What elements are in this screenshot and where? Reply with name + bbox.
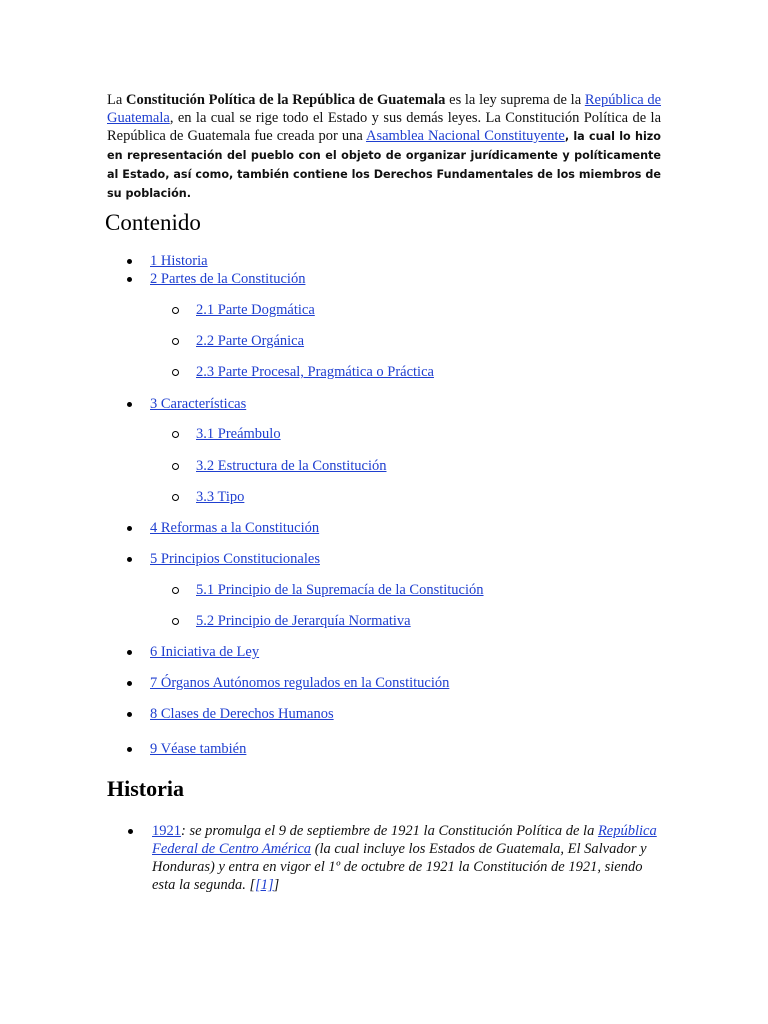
bullet-icon — [127, 402, 132, 407]
bullet-icon — [127, 277, 132, 282]
circle-bullet-icon — [172, 338, 179, 345]
intro-text: , en la cual se rige todo el Estado y sus demás leyes. La Constitución Política de la República de Guatemala fue creada por una — [107, 110, 661, 144]
circle-bullet-icon — [172, 431, 179, 438]
bullet-icon — [127, 681, 132, 686]
toc-item-supremacia[interactable]: 5.1 Principio de la Supremacía de la Constitución — [196, 582, 484, 598]
historia-text: (la cual incluye los Estados de Guatemala, El Salvador y Honduras) y entra en vigor el 1º de octubre de 1921 la Constitución de 1921, siendo esta la segunda. [ — [152, 841, 647, 893]
intro-text: es la ley suprema de la — [445, 92, 585, 108]
bullet-icon — [127, 650, 132, 655]
circle-bullet-icon — [172, 618, 179, 625]
toc-item-partes[interactable]: 2 Partes de la Constitución — [150, 271, 306, 287]
section-heading-historia: Historia — [107, 776, 184, 801]
toc-item-derechos[interactable]: 8 Clases de Derechos Humanos — [150, 706, 334, 722]
bullet-icon — [127, 557, 132, 562]
intro-text-sans: , la cual lo hizo en representación del pueblo con el objeto de organizar jurídicamente y políticamente al Estado, así como, también contiene los Derechos Fundamentales de los miembros de su población. — [107, 130, 661, 200]
historia-text: ] — [273, 877, 280, 893]
historia-item — [152, 822, 657, 894]
toc-item-parte-dogmatica[interactable]: 2.1 Parte Dogmática — [196, 302, 315, 318]
toc-item-caracteristicas[interactable]: 3 Características — [150, 396, 247, 412]
circle-bullet-icon — [172, 587, 179, 594]
toc-item-parte-organica[interactable]: 2.2 Parte Orgánica — [196, 333, 305, 349]
toc-item-parte-procesal[interactable]: 2.3 Parte Procesal, Pragmática o Práctica — [196, 364, 434, 380]
toc-item-estructura[interactable]: 3.2 Estructura de la Constitución — [196, 458, 387, 474]
link-republica-federal[interactable]: República Federal de Centro América — [152, 823, 657, 857]
toc-item-historia[interactable]: 1 Historia — [150, 253, 208, 269]
bullet-icon — [128, 829, 133, 834]
bullet-icon — [127, 747, 132, 752]
link-republica-guatemala[interactable]: República de Guatemala — [107, 92, 662, 126]
bullet-icon — [127, 526, 132, 531]
toc-heading: Contenido — [105, 210, 201, 235]
circle-bullet-icon — [172, 307, 179, 314]
reference-link[interactable]: [1] — [255, 877, 274, 893]
circle-bullet-icon — [172, 369, 179, 376]
historia-text: : se promulga el 9 de septiembre de 1921 la Constitución Política de la — [181, 823, 598, 839]
intro-bold-title: Constitución Política de la República de Guatemala — [126, 92, 446, 108]
toc-item-iniciativa[interactable]: 6 Iniciativa de Ley — [150, 644, 260, 660]
toc-item-vease[interactable]: 9 Véase también — [150, 741, 247, 757]
toc-item-preambulo[interactable]: 3.1 Preámbulo — [196, 426, 281, 442]
toc-item-jerarquia[interactable]: 5.2 Principio de Jerarquía Normativa — [196, 613, 411, 629]
link-asamblea-nacional[interactable]: Asamblea Nacional Constituyente — [365, 128, 565, 144]
circle-bullet-icon — [172, 463, 179, 470]
intro-paragraph — [107, 91, 661, 203]
toc-item-principios[interactable]: 5 Principios Constitucionales — [150, 551, 320, 567]
bullet-icon — [127, 259, 132, 264]
toc-item-reformas[interactable]: 4 Reformas a la Constitución — [150, 520, 320, 536]
circle-bullet-icon — [172, 494, 179, 501]
intro-text: La — [107, 92, 126, 108]
toc-item-tipo[interactable]: 3.3 Tipo — [196, 489, 245, 505]
bullet-icon — [127, 712, 132, 717]
link-year-1921[interactable]: 1921 — [152, 823, 181, 839]
toc-item-organos[interactable]: 7 Órganos Autónomos regulados en la Constitución — [150, 675, 450, 691]
